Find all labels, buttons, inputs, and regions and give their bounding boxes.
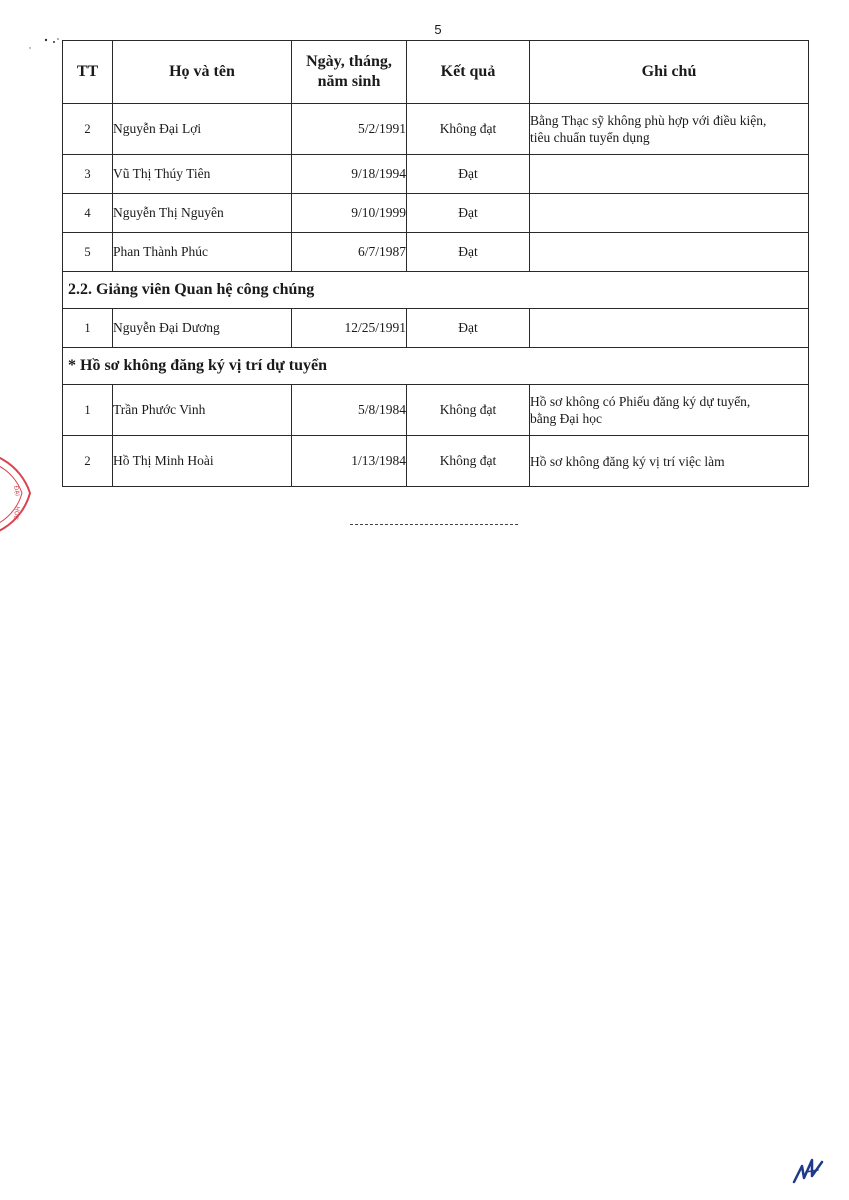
row-note-line2: bằng Đại học <box>530 411 602 426</box>
results-table <box>62 40 809 487</box>
row-note <box>530 194 809 233</box>
red-stamp-fragment-icon <box>0 448 34 538</box>
row-tt: 1 <box>63 385 113 436</box>
row-dob: 9/10/1999 <box>292 194 407 233</box>
row-dob: 6/7/1987 <box>292 233 407 272</box>
svg-text:ĐẠI: ĐẠI <box>12 485 21 497</box>
row-name: Nguyễn Thị Nguyên <box>113 194 292 233</box>
row-note <box>530 233 809 272</box>
page-number: 5 <box>434 22 442 37</box>
row-name: Nguyễn Đại Dương <box>113 309 292 348</box>
row-note-line2: tiêu chuẩn tuyển dụng <box>530 130 650 145</box>
row-result: Đạt <box>407 194 530 233</box>
row-result: Đạt <box>407 233 530 272</box>
row-note <box>530 385 809 436</box>
signature-icon <box>790 1152 826 1188</box>
header-note: Ghi chú <box>530 41 809 104</box>
row-name: Trần Phước Vinh <box>113 385 292 436</box>
row-dob: 12/25/1991 <box>292 309 407 348</box>
section-heading: 2.2. Giảng viên Quan hệ công chúng <box>63 272 809 309</box>
row-result: Đạt <box>407 155 530 194</box>
table-row <box>63 233 809 272</box>
row-note: Hồ sơ không đăng ký vị trí việc làm <box>530 436 809 487</box>
end-divider <box>350 524 518 525</box>
svg-text:HỌC: HỌC <box>11 505 21 521</box>
row-tt: 2 <box>63 104 113 155</box>
row-dob: 9/18/1994 <box>292 155 407 194</box>
row-result: Đạt <box>407 309 530 348</box>
table-row <box>63 385 809 436</box>
row-note <box>530 309 809 348</box>
table-row <box>63 309 809 348</box>
table-row <box>63 436 809 487</box>
row-note-line1: Bằng Thạc sỹ không phù hợp với điều kiện, <box>530 113 767 128</box>
header-result: Kết quả <box>407 41 530 104</box>
row-dob: 5/2/1991 <box>292 104 407 155</box>
row-dob: 1/13/1984 <box>292 436 407 487</box>
section-heading-row <box>63 348 809 385</box>
row-tt: 4 <box>63 194 113 233</box>
header-dob-line1: Ngày, tháng, <box>306 53 392 70</box>
header-dob-line2: năm sinh <box>317 73 381 90</box>
row-note-line1: Hồ sơ không có Phiếu đăng ký dự tuyển, <box>530 394 751 409</box>
row-result: Không đạt <box>407 436 530 487</box>
row-tt: 3 <box>63 155 113 194</box>
row-name: Vũ Thị Thúy Tiên <box>113 155 292 194</box>
row-name: Phan Thành Phúc <box>113 233 292 272</box>
table-row <box>63 155 809 194</box>
table-row <box>63 104 809 155</box>
header-name: Họ và tên <box>113 41 292 104</box>
header-dob <box>292 41 407 104</box>
row-tt: 2 <box>63 436 113 487</box>
table-header-row <box>63 41 809 104</box>
row-note <box>530 104 809 155</box>
section-heading: * Hồ sơ không đăng ký vị trí dự tuyển <box>63 348 809 385</box>
header-tt: TT <box>63 41 113 104</box>
table-row <box>63 194 809 233</box>
row-name: Nguyễn Đại Lợi <box>113 104 292 155</box>
scan-speck-icon <box>18 36 68 56</box>
row-result: Không đạt <box>407 104 530 155</box>
row-dob: 5/8/1984 <box>292 385 407 436</box>
row-name: Hồ Thị Minh Hoài <box>113 436 292 487</box>
row-note <box>530 155 809 194</box>
row-result: Không đạt <box>407 385 530 436</box>
row-tt: 5 <box>63 233 113 272</box>
row-tt: 1 <box>63 309 113 348</box>
section-heading-row <box>63 272 809 309</box>
